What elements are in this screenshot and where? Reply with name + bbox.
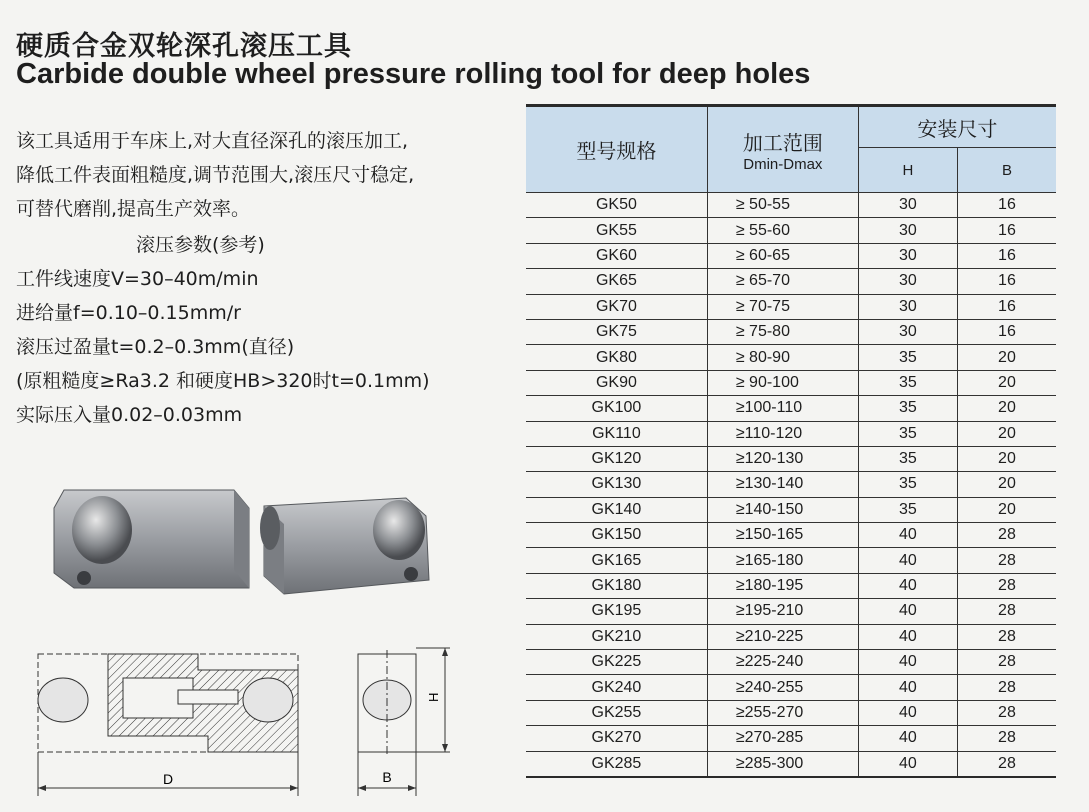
- cell-b: 28: [957, 751, 1056, 777]
- table-row: [526, 421, 1056, 446]
- table-row: [526, 497, 1056, 522]
- cell-b: 28: [957, 700, 1056, 725]
- cell-b: 28: [957, 726, 1056, 751]
- cell-model: GK75: [526, 319, 707, 344]
- cell-h: 40: [858, 599, 957, 624]
- cell-h: 40: [858, 573, 957, 598]
- table-row: [526, 573, 1056, 598]
- cell-range: ≥ 60-65: [707, 243, 858, 268]
- cell-model: GK100: [526, 396, 707, 421]
- cell-range: ≥120-130: [707, 446, 858, 471]
- table-row: [526, 726, 1056, 751]
- table-row: [526, 193, 1056, 218]
- table-row: [526, 523, 1056, 548]
- cell-h: 35: [858, 472, 957, 497]
- cell-range: ≥225-240: [707, 650, 858, 675]
- cell-h: 40: [858, 548, 957, 573]
- table-row: [526, 548, 1056, 573]
- table-row: [526, 269, 1056, 294]
- cell-range: ≥270-285: [707, 726, 858, 751]
- cell-b: 28: [957, 523, 1056, 548]
- cell-b: 28: [957, 599, 1056, 624]
- cell-b: 20: [957, 497, 1056, 522]
- table-body: [526, 193, 1056, 777]
- cell-range: ≥ 50-55: [707, 193, 858, 218]
- cell-h: 40: [858, 751, 957, 777]
- cell-b: 16: [957, 218, 1056, 243]
- rolling-params: [16, 228, 430, 432]
- cell-range: ≥180-195: [707, 573, 858, 598]
- table-row: [526, 319, 1056, 344]
- cell-model: GK65: [526, 269, 707, 294]
- cell-h: 40: [858, 675, 957, 700]
- header-model: 型号规格: [526, 106, 707, 193]
- cell-model: GK50: [526, 193, 707, 218]
- cell-range: ≥210-225: [707, 624, 858, 649]
- cell-model: GK90: [526, 370, 707, 395]
- cell-b: 20: [957, 472, 1056, 497]
- description: [16, 124, 516, 226]
- cell-model: GK225: [526, 650, 707, 675]
- page-title-cn: 硬质合金双轮深孔滚压工具: [16, 31, 352, 62]
- cell-b: 16: [957, 294, 1056, 319]
- cell-range: ≥130-140: [707, 472, 858, 497]
- header-install: 安装尺寸: [858, 106, 1056, 148]
- cell-h: 35: [858, 421, 957, 446]
- table-row: [526, 700, 1056, 725]
- description-line: 可替代磨削,提高生产效率。: [16, 198, 251, 220]
- cell-range: ≥ 90-100: [707, 370, 858, 395]
- table-row: [526, 624, 1056, 649]
- cell-model: GK165: [526, 548, 707, 573]
- table-row: [526, 472, 1056, 497]
- dimension-d-label: D: [162, 771, 174, 787]
- cell-model: GK285: [526, 751, 707, 777]
- param-line: 滚压过盈量t=0.2–0.3mm(直径): [16, 336, 295, 358]
- cell-b: 20: [957, 446, 1056, 471]
- table-row: [526, 751, 1056, 777]
- cell-range: ≥ 70-75: [707, 294, 858, 319]
- tool-photo: [34, 468, 434, 608]
- param-line: 工件线速度V=30–40m/min: [16, 268, 259, 290]
- cell-h: 35: [858, 497, 957, 522]
- cell-model: GK70: [526, 294, 707, 319]
- cell-b: 20: [957, 370, 1056, 395]
- cell-h: 30: [858, 269, 957, 294]
- cell-model: GK55: [526, 218, 707, 243]
- cell-h: 35: [858, 370, 957, 395]
- cell-b: 28: [957, 624, 1056, 649]
- cell-model: GK195: [526, 599, 707, 624]
- param-line: (原粗糙度≥Ra3.2 和硬度HB>320时t=0.1mm): [16, 370, 430, 392]
- drawing-side-view: [350, 640, 460, 800]
- dimension-h-label: H: [426, 692, 441, 702]
- drawing-front-section: [28, 640, 318, 800]
- table-row: [526, 650, 1056, 675]
- header-range-title: 加工范围: [742, 130, 823, 155]
- roller-right: [373, 500, 425, 560]
- cell-h: 35: [858, 396, 957, 421]
- cell-b: 28: [957, 548, 1056, 573]
- cell-range: ≥100-110: [707, 396, 858, 421]
- cell-b: 28: [957, 650, 1056, 675]
- cell-h: 30: [858, 193, 957, 218]
- cell-b: 16: [957, 269, 1056, 294]
- cell-range: ≥285-300: [707, 751, 858, 777]
- cell-b: 20: [957, 345, 1056, 370]
- header-range: [707, 106, 858, 193]
- cell-b: 28: [957, 573, 1056, 598]
- cell-h: 35: [858, 345, 957, 370]
- table-row: [526, 294, 1056, 319]
- cell-model: GK255: [526, 700, 707, 725]
- cell-model: GK210: [526, 624, 707, 649]
- cell-range: ≥ 80-90: [707, 345, 858, 370]
- cell-range: ≥195-210: [707, 599, 858, 624]
- table-row: [526, 446, 1056, 471]
- cell-h: 40: [858, 523, 957, 548]
- spec-table: [526, 104, 1056, 778]
- cell-range: ≥255-270: [707, 700, 858, 725]
- cell-h: 40: [858, 624, 957, 649]
- cell-h: 30: [858, 243, 957, 268]
- cell-model: GK140: [526, 497, 707, 522]
- table-row: [526, 345, 1056, 370]
- cell-range: ≥110-120: [707, 421, 858, 446]
- cell-range: ≥ 65-70: [707, 269, 858, 294]
- cell-b: 16: [957, 193, 1056, 218]
- description-line: 降低工件表面粗糙度,调节范围大,滚压尺寸稳定,: [16, 164, 415, 186]
- cell-b: 16: [957, 319, 1056, 344]
- cell-range: ≥240-255: [707, 675, 858, 700]
- cell-range: ≥165-180: [707, 548, 858, 573]
- cell-h: 40: [858, 726, 957, 751]
- cell-model: GK180: [526, 573, 707, 598]
- cell-model: GK130: [526, 472, 707, 497]
- dimension-b-label: B: [382, 769, 392, 785]
- param-line: 进给量f=0.10–0.15mm/r: [16, 302, 241, 324]
- table-row: [526, 396, 1056, 421]
- cell-range: ≥ 75-80: [707, 319, 858, 344]
- cell-range: ≥150-165: [707, 523, 858, 548]
- cell-model: GK270: [526, 726, 707, 751]
- table-row: [526, 218, 1056, 243]
- table-row: [526, 243, 1056, 268]
- cell-model: GK150: [526, 523, 707, 548]
- cell-h: 30: [858, 218, 957, 243]
- page-title-en: Carbide double wheel pressure rolling tool for deep holes: [16, 58, 811, 90]
- cell-h: 40: [858, 650, 957, 675]
- cell-range: ≥ 55-60: [707, 218, 858, 243]
- cell-h: 40: [858, 700, 957, 725]
- header-h: H: [858, 148, 957, 193]
- cell-h: 30: [858, 319, 957, 344]
- header-b: B: [957, 148, 1056, 193]
- table-row: [526, 599, 1056, 624]
- cell-model: GK110: [526, 421, 707, 446]
- param-line: 实际压入量0.02–0.03mm: [16, 404, 243, 426]
- roller-left: [72, 496, 132, 564]
- cell-model: GK80: [526, 345, 707, 370]
- cell-h: 35: [858, 446, 957, 471]
- table-row: [526, 370, 1056, 395]
- cell-h: 30: [858, 294, 957, 319]
- cell-b: 16: [957, 243, 1056, 268]
- cell-b: 20: [957, 421, 1056, 446]
- cell-b: 28: [957, 675, 1056, 700]
- cell-range: ≥140-150: [707, 497, 858, 522]
- cell-model: GK60: [526, 243, 707, 268]
- cell-model: GK240: [526, 675, 707, 700]
- description-line: 该工具适用于车床上,对大直径深孔的滚压加工,: [16, 130, 409, 152]
- table-row: [526, 675, 1056, 700]
- cell-model: GK120: [526, 446, 707, 471]
- cell-b: 20: [957, 396, 1056, 421]
- header-range-sub: Dmin-Dmax: [743, 155, 823, 173]
- params-heading: 滚压参数(参考): [136, 234, 265, 256]
